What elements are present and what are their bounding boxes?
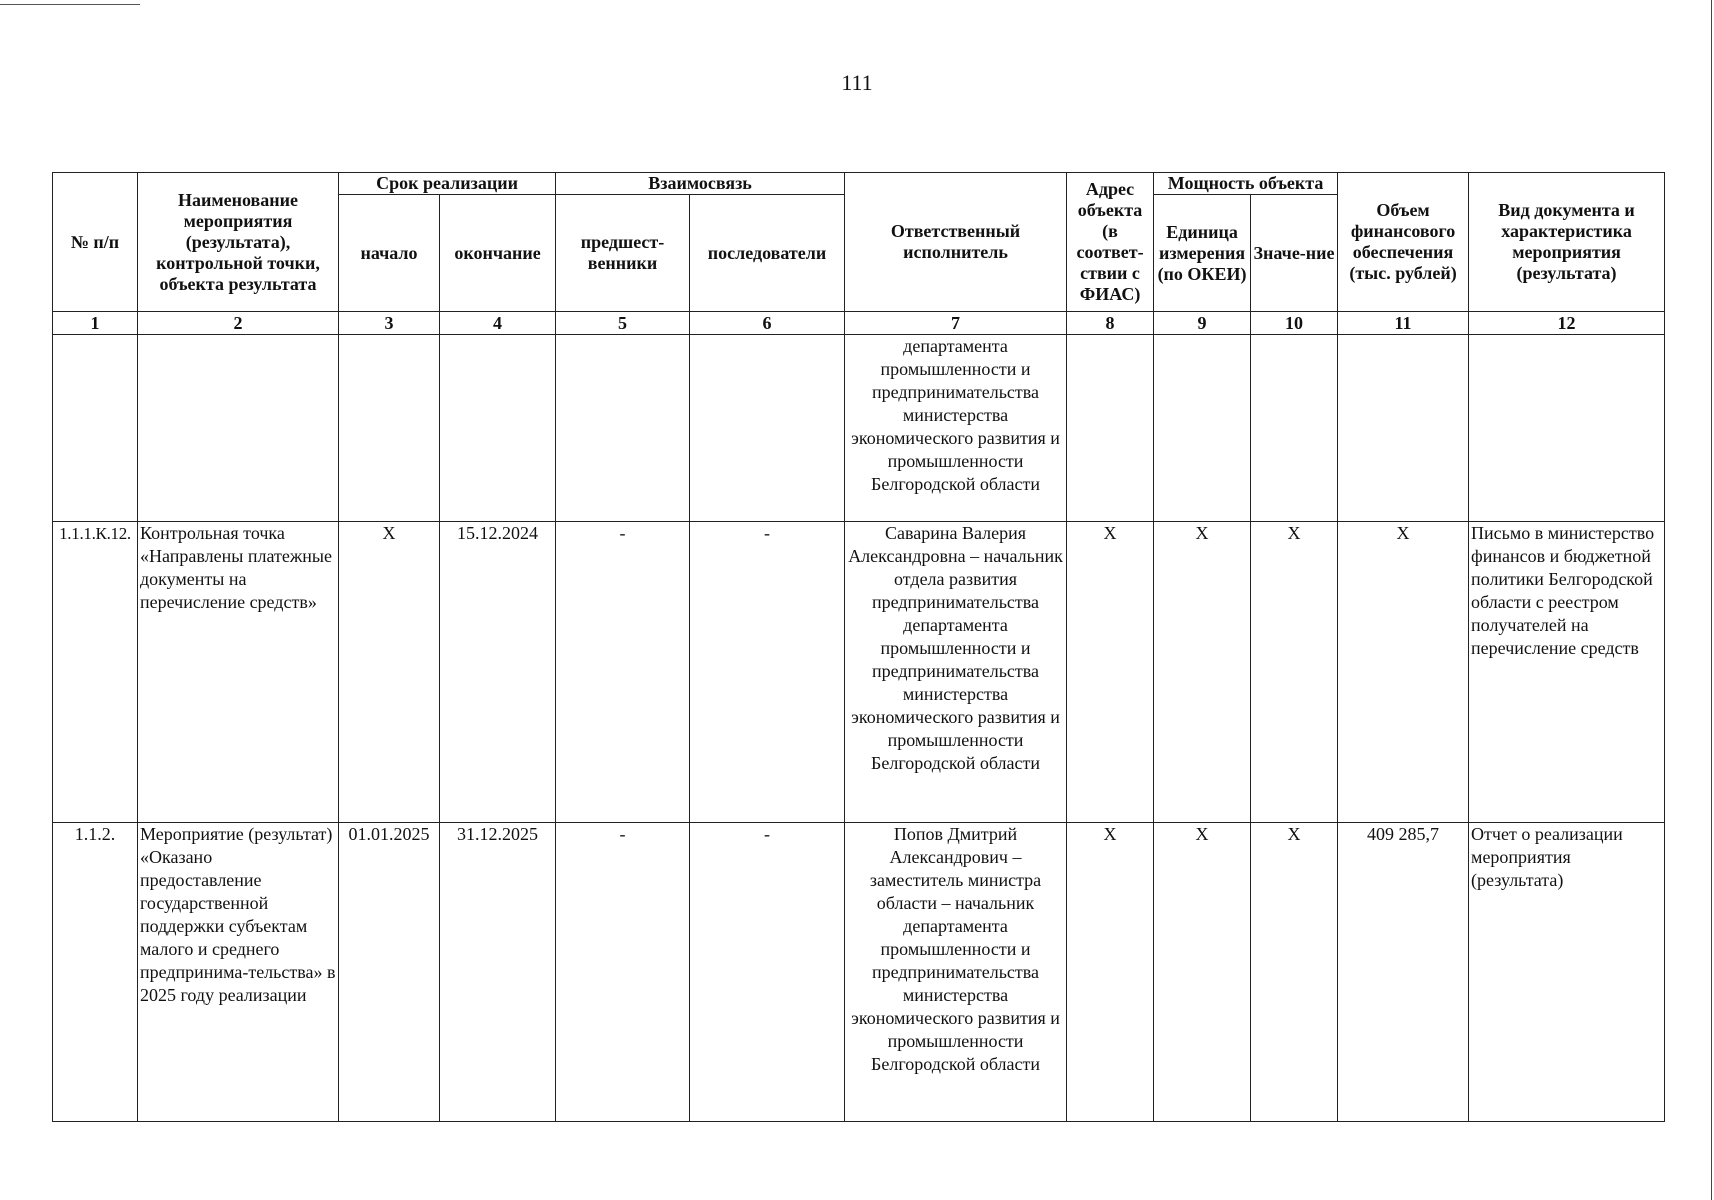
header-predecessors: предшест-венники [556, 195, 690, 312]
cell-end: 15.12.2024 [440, 522, 556, 823]
cell-predecessors: - [556, 522, 690, 823]
cell-responsible: Попов Дмитрий Александрович – заместитель министра области – начальник департамента промышленности и предпринимательства министерства экономического развития и промышленности Белгородской области [845, 823, 1067, 1122]
cell-address: X [1067, 823, 1154, 1122]
page-number: 111 [841, 70, 873, 95]
cell-num [53, 335, 138, 522]
column-number: 8 [1067, 312, 1154, 335]
cell-responsible: Саварина Валерия Александровна – начальник отдела развития предпринимательства департамента промышленности и предпринимательства министерства экономического развития и промышленности Белгородской области [845, 522, 1067, 823]
header-address: Адрес объекта (в соответ-ствии с ФИАС) [1067, 173, 1154, 312]
cell-name: Мероприятие (результат) «Оказано предоставление государственной поддержки субъектам малого и среднего предпринима-тельства» в 2025 году реализации [138, 823, 339, 1122]
cell-num: 1.1.2. [53, 823, 138, 1122]
cell-finance: 409 285,7 [1338, 823, 1469, 1122]
cell-unit: X [1154, 823, 1251, 1122]
header-term-group: Срок реализации [339, 173, 556, 195]
cell-value: X [1251, 823, 1338, 1122]
column-number: 5 [556, 312, 690, 335]
column-number: 2 [138, 312, 339, 335]
header-num: № п/п [53, 173, 138, 312]
header-row-top [53, 173, 1665, 195]
cell-finance [1338, 335, 1469, 522]
header-link-group: Взаимосвязь [556, 173, 845, 195]
column-number: 7 [845, 312, 1067, 335]
cell-end: 31.12.2025 [440, 823, 556, 1122]
column-number: 1 [53, 312, 138, 335]
header-capacity-group: Мощность объекта [1154, 173, 1338, 195]
cell-unit [1154, 335, 1251, 522]
cell-doc-type: Письмо в министерство финансов и бюджетной политики Белгородской области с реестром получателей на перечисление средств [1469, 522, 1665, 823]
cell-start: 01.01.2025 [339, 823, 440, 1122]
header-finance: Объем финансового обеспечения (тыс. рублей) [1338, 173, 1469, 312]
cell-name: Контрольная точка «Направлены платежные документы на перечисление средств» [138, 522, 339, 823]
cell-successors: - [690, 522, 845, 823]
column-number-row [53, 312, 1665, 335]
cell-successors [690, 335, 845, 522]
side-rule [1711, 0, 1712, 1200]
column-number: 9 [1154, 312, 1251, 335]
header-value: Значе-ние [1251, 195, 1338, 312]
header-start: начало [339, 195, 440, 312]
column-number: 3 [339, 312, 440, 335]
cell-finance: X [1338, 522, 1469, 823]
column-number: 12 [1469, 312, 1665, 335]
corner-rule [0, 4, 140, 5]
cell-responsible: департамента промышленности и предпринимательства министерства экономического развития и промышленности Белгородской области [845, 335, 1067, 522]
header-name: Наименование мероприятия (результата), контрольной точки, объекта результата [138, 173, 339, 312]
cell-doc-type: Отчет о реализации мероприятия (результата) [1469, 823, 1665, 1122]
table-row [53, 522, 1665, 823]
column-number: 4 [440, 312, 556, 335]
table-row [53, 823, 1665, 1122]
cell-value: X [1251, 522, 1338, 823]
column-number: 6 [690, 312, 845, 335]
column-number: 11 [1338, 312, 1469, 335]
cell-address: X [1067, 522, 1154, 823]
implementation-plan-table [52, 172, 1665, 1122]
cell-name [138, 335, 339, 522]
cell-end [440, 335, 556, 522]
cell-start [339, 335, 440, 522]
header-successors: последователи [690, 195, 845, 312]
cell-predecessors [556, 335, 690, 522]
cell-value [1251, 335, 1338, 522]
table-row-continuation [53, 335, 1665, 522]
header-doc-type: Вид документа и характеристика мероприятия (результата) [1469, 173, 1665, 312]
cell-start: X [339, 522, 440, 823]
cell-address [1067, 335, 1154, 522]
header-unit: Единица измерения (по ОКЕИ) [1154, 195, 1251, 312]
header-responsible: Ответственный исполнитель [845, 173, 1067, 312]
column-number: 10 [1251, 312, 1338, 335]
cell-successors: - [690, 823, 845, 1122]
cell-unit: X [1154, 522, 1251, 823]
cell-num: 1.1.1.К.12. [53, 522, 138, 823]
cell-predecessors: - [556, 823, 690, 1122]
header-end: окончание [440, 195, 556, 312]
cell-doc-type [1469, 335, 1665, 522]
